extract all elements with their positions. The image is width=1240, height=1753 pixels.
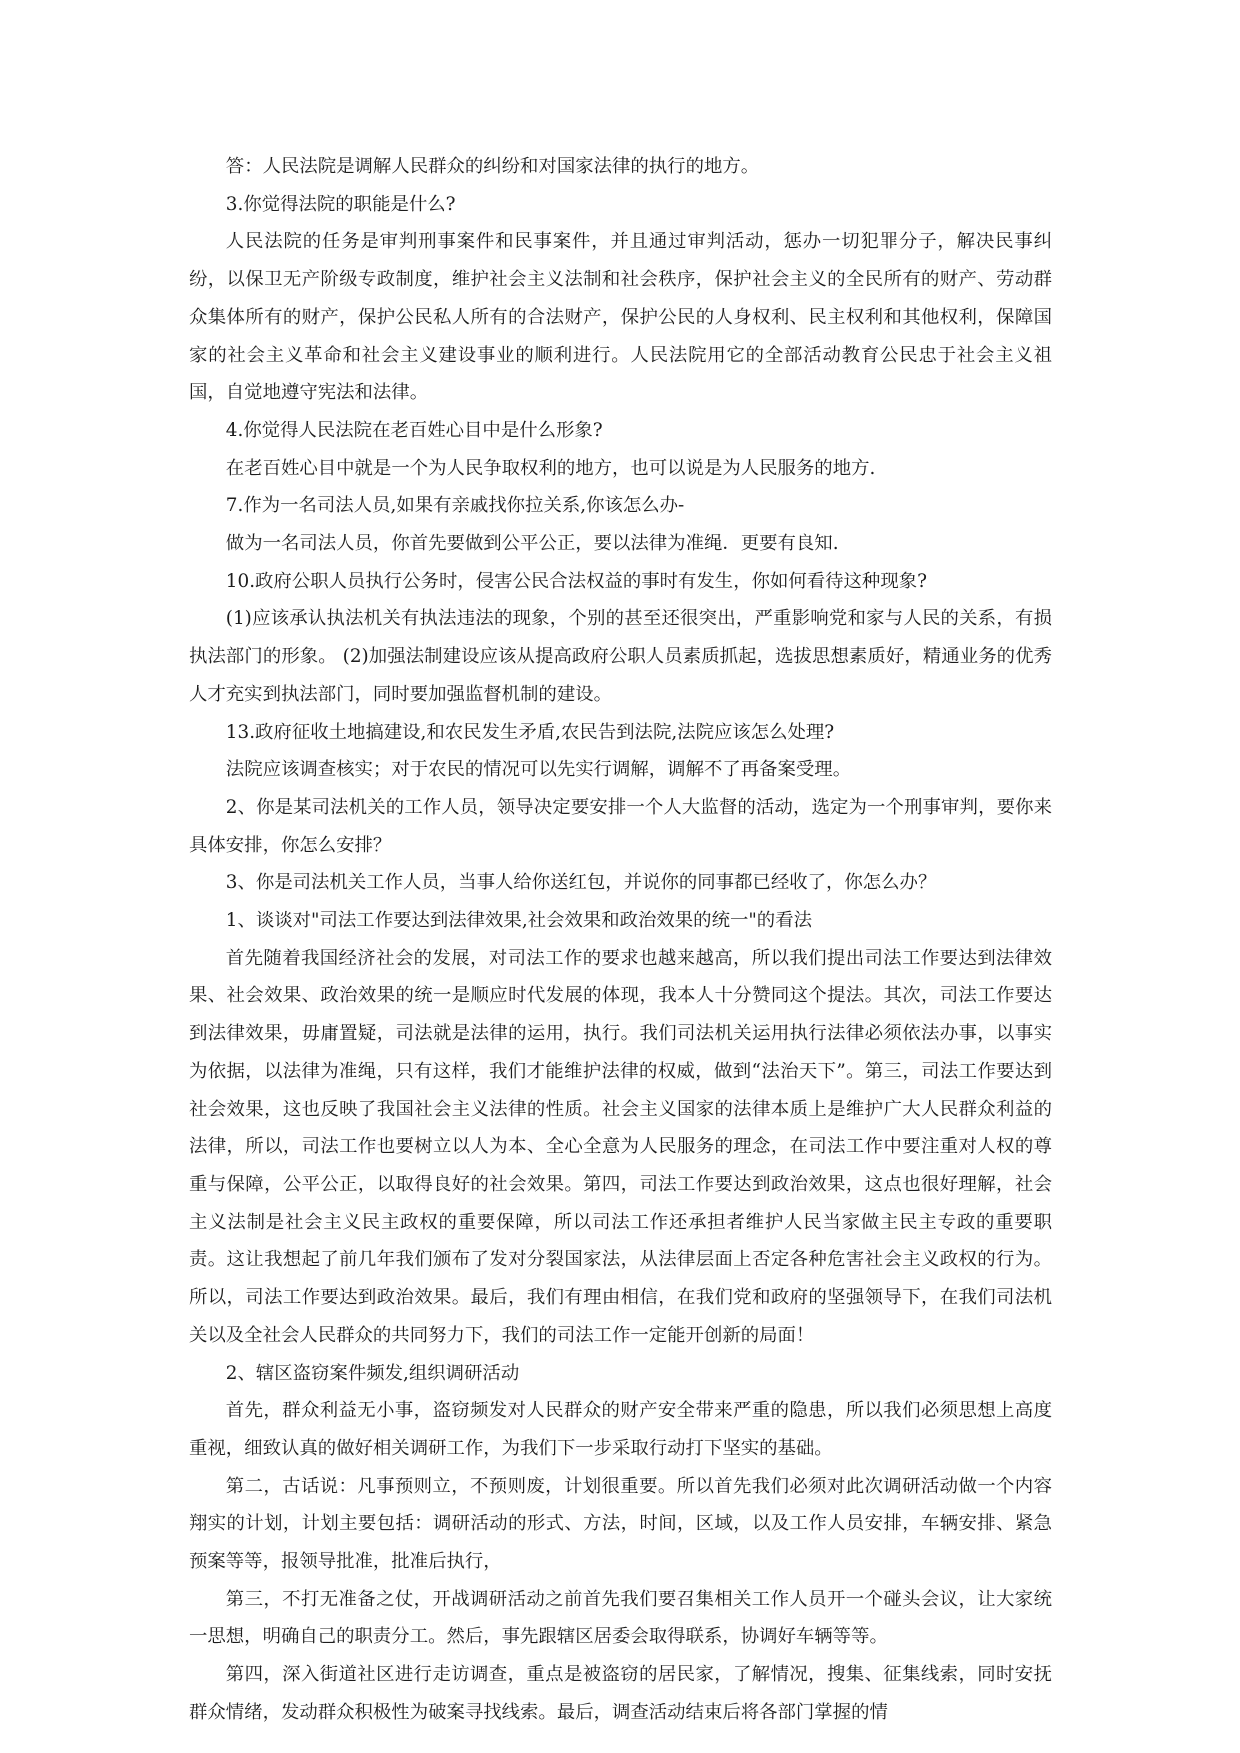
question-heading: 13.政府征收土地搞建设,和农民发生矛盾,农民告到法院,法院应该怎么处理? xyxy=(225,721,835,743)
answer-paragraph: 第四，深入街道社区进行走访调查，重点是被盗窃的居民家，了解情况，搜集、征集线索，同时安抚群众情绪，发动群众积极性为破案寻找线索。最后，调查活动结束后将各部门掌握的情 xyxy=(189,1664,1052,1723)
question-heading: 3.你觉得法院的职能是什么? xyxy=(225,193,456,215)
question-heading: 1、谈谈对"司法工作要达到法律效果,社会效果和政治效果的统一"的看法 xyxy=(225,910,812,932)
question-heading: 7.作为一名司法人员,如果有亲戚找你拉关系,你该怎么办- xyxy=(225,495,685,517)
question-heading: 4.你觉得人民法院在老百姓心目中是什么形象? xyxy=(225,419,603,441)
question-heading: 3、你是司法机关工作人员，当事人给你送红包，并说你的同事都已经收了，你怎么办？ xyxy=(225,872,937,894)
answer-paragraph: 法院应该调查核实；对于农民的情况可以先实行调解，调解不了再备案受理。 xyxy=(225,759,852,781)
question-heading: 10.政府公职人员执行公务时，侵害公民合法权益的事时有发生，你如何看待这种现象? xyxy=(225,570,927,592)
answer-paragraph: 答：人民法院是调解人民群众的纠纷和对国家法律的执行的地方。 xyxy=(225,156,760,177)
answer-paragraph: (1)应该承认执法机关有执法违法的现象，个别的甚至还很突出，严重影响党和家与人民的关系，有损执法部门的形象。 (2)加强法制建设应该从提高政府公职人员素质抓起，选拔思想素质好，精通业务的优秀人才充实到执法部门，同时要加强监督机制的建设。 xyxy=(189,608,1052,705)
answer-paragraph: 首先，群众利益无小事，盗窃频发对人民群众的财产安全带来严重的隐患，所以我们必须思想上高度重视，细致认真的做好相关调研工作，为我们下一步采取行动打下坚实的基础。 xyxy=(189,1400,1052,1459)
document-page xyxy=(189,148,1052,1732)
question-heading: 2、辖区盗窃案件频发,组织调研活动 xyxy=(225,1362,520,1384)
answer-paragraph: 第三，不打无准备之仗，开战调研活动之前首先我们要召集相关工作人员开一个碰头会议，让大家统一思想，明确自己的职责分工。然后，事先跟辖区居委会取得联系，协调好车辆等等。 xyxy=(189,1588,1052,1648)
answer-paragraph: 第二，古话说：凡事预则立，不预则废，计划很重要。所以首先我们必须对此次调研活动做一个内容翔实的计划，计划主要包括：调研活动的形式、方法，时间，区域，以及工作人员安排，车辆安排、紧急预案等等，报领导批准，批准后执行， xyxy=(189,1475,1052,1573)
answer-paragraph: 人民法院的任务是审判刑事案件和民事案件，并且通过审判活动，惩办一切犯罪分子，解决民事纠纷，以保卫无产阶级专政制度，维护社会主义法制和社会秩序，保护社会主义的全民所有的财产、劳动群众集体所有的财产，保护公民私人所有的合法财产，保护公民的人身权利、民主权利和其他权利，保障国家的社会主义革命和社会主义建设事业的顺利进行。人民法院用它的全部活动教育公民忠于社会主义祖国，自觉地遵守宪法和法律。 xyxy=(189,231,1052,404)
answer-paragraph: 首先随着我国经济社会的发展，对司法工作的要求也越来越高，所以我们提出司法工作要达到法律效果、社会效果、政治效果的统一是顺应时代发展的体现，我本人十分赞同这个提法。其次，司法工作要达到法律效果，毋庸置疑，司法就是法律的运用，执行。我们司法机关运用执行法律必须依法办事，以事实为依据，以法律为准绳，只有这样，我们才能维护法律的权威，做到“法治天下”。第三，司法工作要达到社会效果，这也反映了我国社会主义法律的性质。社会主义国家的法律本质上是维护广大人民群众利益的法律，所以，司法工作也要树立以人为本、全心全意为人民服务的理念，在司法工作中要注重对人权的尊重与保障，公平公正，以取得良好的社会效果。第四，司法工作要达到政治效果，这点也很好理解，社会主义法制是社会主义民主政权的重要保障，所以司法工作还承担者维护人民当家做主民主专政的重要职责。这让我想起了前几年我们颁布了发对分裂国家法，从法律层面上否定各种危害社会主义政权的行为。所以，司法工作要达到政治效果。最后，我们有理由相信，在我们党和政府的坚强领导下，在我们司法机关以及全社会人民群众的共同努力下，我们的司法工作一定能开创新的局面！ xyxy=(189,947,1052,1346)
question-heading: 2、你是某司法机关的工作人员，领导决定要安排一个人大监督的活动，选定为一个刑事审判，要你来具体安排，你怎么安排？ xyxy=(189,796,1052,856)
answer-paragraph: 做为一名司法人员，你首先要做到公平公正，要以法律为准绳．更要有良知. xyxy=(225,533,839,555)
answer-paragraph: 在老百姓心目中就是一个为人民争取权利的地方，也可以说是为人民服务的地方. xyxy=(225,457,876,479)
